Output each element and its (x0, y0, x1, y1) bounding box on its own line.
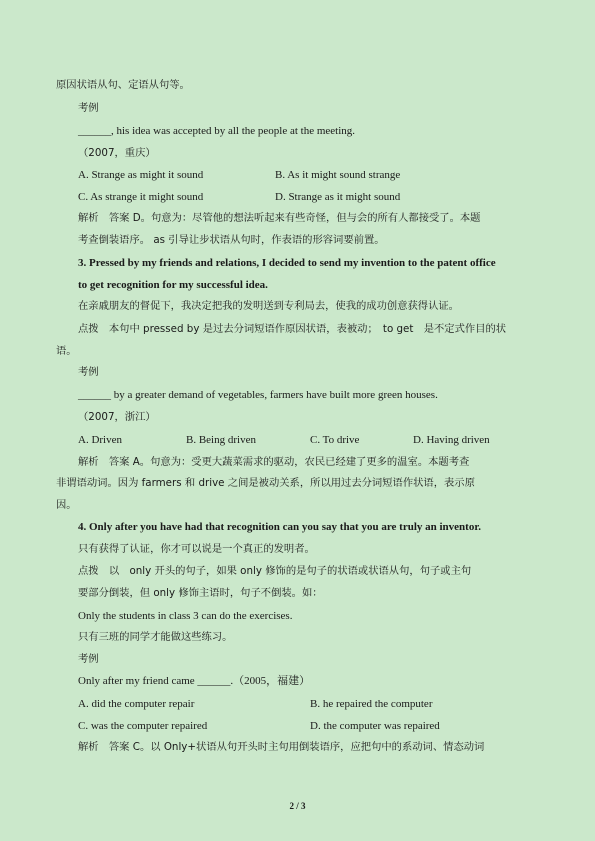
example-heading: 考例 (78, 366, 99, 378)
option-a: A. did the computer repair (78, 698, 195, 710)
translation: 在亲戚朋友的督促下，我决定把我的发明送到专利局去，使我的成功创意获得认证。 (78, 300, 459, 312)
example-source: （2007，浙江） (78, 411, 156, 423)
page-number: 2 / 3 (289, 801, 306, 811)
analysis-text: 非谓语动词。因为 farmers 和 drive 之间是被动关系，所以用过去分词短语作状语，表示原 (56, 477, 475, 489)
option-a: A. Driven (78, 434, 122, 446)
analysis-text: 解析 答案 D。句意为：尽管他的想法听起来有些奇怪，但与会的所有人都接受了。本题 (78, 212, 481, 224)
example-question: Only after my friend came ______.（2005，福建） (78, 675, 311, 687)
translation: 只有获得了认证，你才可以说是一个真正的发明者。 (78, 543, 315, 555)
option-c: C. As strange it might sound (78, 191, 204, 203)
option-d: D. Having driven (413, 434, 490, 446)
key-sentence: 4. Only after you have had that recognition can you say that you are truly an inventor. (78, 521, 481, 533)
tip-text: 语。 (56, 345, 77, 357)
option-d: D. the computer was repaired (310, 720, 440, 732)
analysis-text: 考查倒装语序。 as 引导让步状语从句时，作表语的形容词要前置。 (78, 234, 385, 246)
tip-text: 点拨 以 only 开头的句子，如果 only 修饰的是句子的状语或状语从句，句子或主句 (78, 565, 472, 577)
example-question: ______ by a greater demand of vegetables, farmers have built more green houses. (78, 389, 438, 401)
text-line: 原因状语从句、定语从句等。 (56, 79, 190, 91)
translation: 只有三班的同学才能做这些练习。 (78, 631, 233, 643)
option-b: B. As it might sound strange (275, 169, 401, 181)
option-b: B. he repaired the computer (310, 698, 433, 710)
tip-text: 点拨 本句中 pressed by 是过去分词短语作原因状语，表被动； to get 是不定式作目的状 (78, 323, 507, 335)
option-b: B. Being driven (186, 434, 256, 446)
key-sentence: to get recognition for my successful idea. (78, 279, 268, 291)
option-d: D. Strange as it might sound (275, 191, 401, 203)
example-question: ______, his idea was accepted by all the people at the meeting. (78, 125, 356, 137)
analysis-text: 因。 (56, 499, 77, 511)
key-sentence: 3. Pressed by my friends and relations, I decided to send my invention to the patent office (78, 257, 496, 269)
tip-text: 要部分倒装，但 only 修饰主语时，句子不倒装。如： (78, 587, 323, 599)
analysis-text: 解析 答案 A。句意为：受更大蔬菜需求的驱动，农民已经建了更多的温室。本题考查 (78, 456, 470, 468)
option-a: A. Strange as might it sound (78, 169, 204, 181)
example-sentence: Only the students in class 3 can do the exercises. (78, 610, 293, 622)
example-heading: 考例 (78, 653, 99, 665)
example-heading: 考例 (78, 102, 99, 114)
option-c: C. To drive (310, 434, 360, 446)
analysis-text: 解析 答案 C。以 Only+状语从句开头时主句用倒装语序，应把句中的系动词、情态动词 (78, 741, 485, 753)
example-source: （2007，重庆） (78, 147, 156, 159)
option-c: C. was the computer repaired (78, 720, 208, 732)
